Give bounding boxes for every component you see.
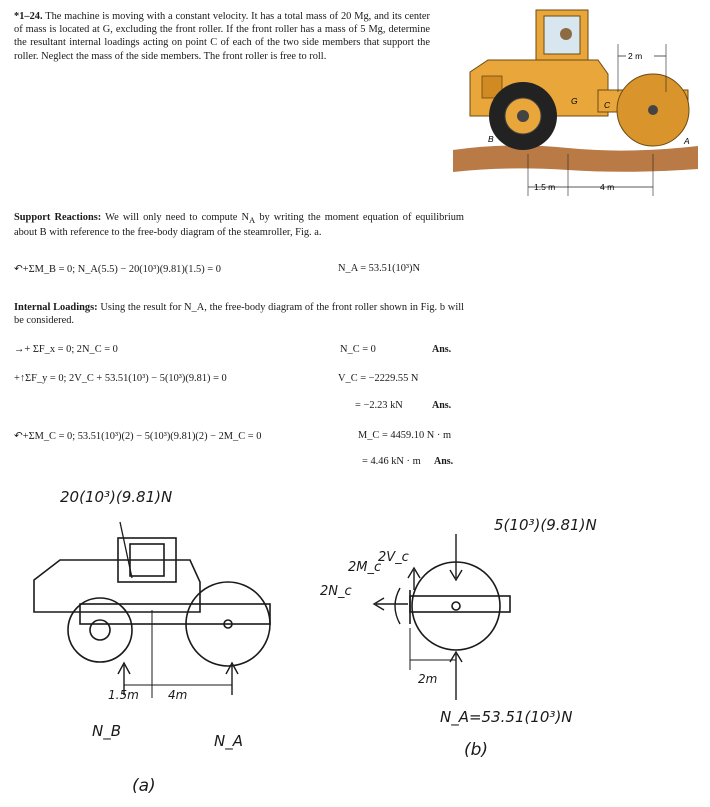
fbd-b-d: 2m [418,672,438,686]
fbd-a-caption: (a) [132,776,156,796]
support-reactions [14,212,464,239]
fbd-b-nc: 2N_c [320,584,352,599]
ans-2: Ans. [432,400,452,411]
dim-right: 4 m [600,182,615,192]
vc-result: V_C = −2229.55 N [338,373,419,384]
na-result: N_A = 53.51(10³)N [338,263,420,274]
fbd-a-d2: 4m [168,688,188,702]
fbd-b-mc: 2M_c [348,560,382,575]
support-sub-a: A [248,215,256,226]
sum-fy-eq: +↑ΣF_y = 0; 2V_C + 53.51(10³) − 5(10³)(9.81) = 0 [14,373,227,384]
vc-result-kn: = −2.23 kN [355,400,403,411]
label-c: C [604,100,611,110]
problem-number: *1–24. [14,11,43,22]
support-text-2: by writing the moment equation of equilibrium about B with reference to the free-body diagram of the steamroller, Fig. a. [14,212,464,238]
dim-top: 2 m [628,51,643,61]
support-text: We will only need to compute N [105,212,249,223]
fbd-b-caption: (b) [464,740,489,760]
internal-heading: Internal Loadings: [14,302,98,313]
label-g: G [571,96,578,106]
label-b: B [488,134,494,144]
problem-text: The machine is moving with a constant velocity. It has a total mass of 20 Mg, and its center of mass is located at G, excluding the front roller. If the front roller has a mass of 5 Mg, determine the resultant internal loadings acting on point C of each of the two side members that support the roller. Neglect the mass of the side members. The front roller is free to roll. [14,11,430,62]
fbd-a-weight: 20(10³)(9.81)N [60,488,173,506]
fbd-a-d1: 1.5m [108,688,139,702]
fbd-a-na: N_A [214,732,243,750]
rear-wheel-sketch [68,598,132,662]
fbd-b-weight: 5(10³)(9.81)N [494,516,597,534]
fbd-a-nb: N_B [92,722,122,740]
internal-loadings [14,302,464,327]
soil [453,145,698,172]
mc-result-kn: = 4.46 kN · m [362,456,421,467]
roller-axle [648,105,658,115]
nc-result: N_C = 0 [340,344,376,355]
operator-icon [560,28,572,40]
fbd-b-na: N_A=53.51(10³)N [440,708,573,726]
fbd-a [20,520,280,760]
mc-result: M_C = 4459.10 N · m [358,430,452,441]
steamroller-figure [448,4,698,204]
ans-3: Ans. [434,456,454,467]
label-a: A [684,136,690,146]
dim-left: 1.5 m [534,182,556,192]
moment-eq-b: ↶+ΣM_B = 0; N_A(5.5) − 20(10³)(9.81)(1.5) = 0 [14,264,221,275]
sum-mc-eq: ↶+ΣM_C = 0; 53.51(10³)(2) − 5(10³)(9.81)(2) − 2M_C = 0 [14,431,262,442]
sum-fx-eq: →+ ΣF_x = 0; 2N_C = 0 [14,344,118,355]
internal-text: Using the result for N_A, the free-body diagram of the front roller shown in Fig. b will be considered. [14,302,464,326]
ans-1: Ans. [432,344,452,355]
support-heading: Support Reactions: [14,212,102,223]
rear-axle [517,110,529,122]
fbd-b-vc: 2V_c [378,550,409,565]
problem-statement [14,10,430,63]
